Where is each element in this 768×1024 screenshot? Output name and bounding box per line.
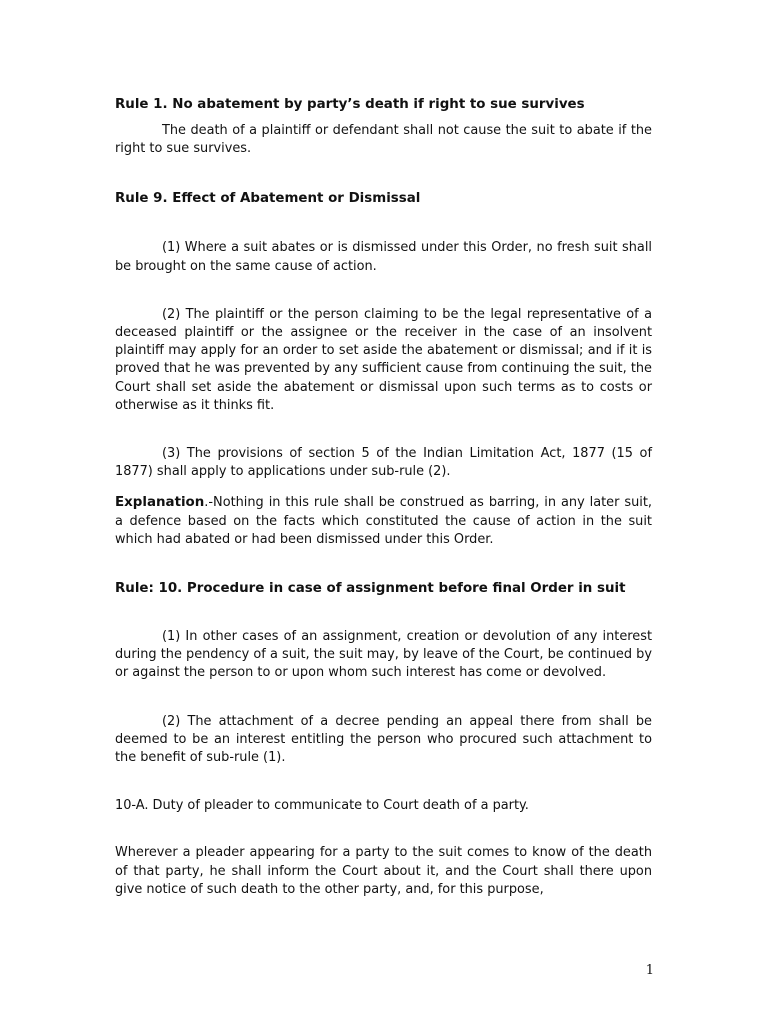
rule-9-subrule-1: (1) Where a suit abates or is dismissed under this Order, no fresh suit shall be brought on the same cause of action. (115, 240, 652, 274)
rule-9-heading: Rule 9. Effect of Abatement or Dismissal (115, 191, 421, 207)
explanation-label: Explanation (115, 495, 205, 511)
rule-10-subrule-1: (1) In other cases of an assignment, creation or devolution of any interest during the pendency of a suit, the suit may, by leave of the Court, be continued by or against the person to or upon whom such interest has come or devolved. (115, 629, 652, 681)
rule-10-subrule-2: (2) The attachment of a decree pending an appeal there from shall be deemed to be an interest entitling the person who procured such attachment to the benefit of sub-rule (1). (115, 713, 652, 766)
document-body (115, 93, 652, 899)
rule-1-text: The death of a plaintiff or defendant shall not cause the suit to abate if the right to sue survives. (115, 123, 652, 157)
rule-9-explanation (115, 494, 652, 549)
rule-10a-heading: 10-A. Duty of pleader to communicate to Court death of a party. (115, 798, 529, 814)
explanation-text: .-Nothing in this rule shall be construed as barring, in any later suit, a defence based on the facts which constituted the cause of action in the suit which had abated or had been dismissed under this Order. (115, 495, 652, 547)
rule-10-heading: Rule: 10. Procedure in case of assignment before final Order in suit (115, 581, 626, 597)
page-number: 1 (645, 963, 654, 978)
rule-10a-text: Wherever a pleader appearing for a party to the suit comes to know of the death of that party, he shall inform the Court about it, and the Court shall there upon give notice of such death to the other party, and, for this purpose, (115, 845, 652, 897)
rule-9-subrule-2: (2) The plaintiff or the person claiming to be the legal representative of a deceased plaintiff or the assignee or the receiver in the case of an insolvent plaintiff may apply for an order to set aside the abatement or dismissal; and if it is proved that he was prevented by any sufficient cause from continuing the suit, the Court shall set aside the abatement or dismissal upon such terms as to costs or otherwise as it thinks fit. (115, 306, 652, 413)
rule-1-heading: Rule 1. No abatement by party’s death if right to sue survives (115, 97, 585, 112)
rule-9-subrule-3: (3) The provisions of section 5 of the Indian Limitation Act, 1877 (15 of 1877) shall apply to applications under sub-rule (2). (115, 446, 652, 480)
